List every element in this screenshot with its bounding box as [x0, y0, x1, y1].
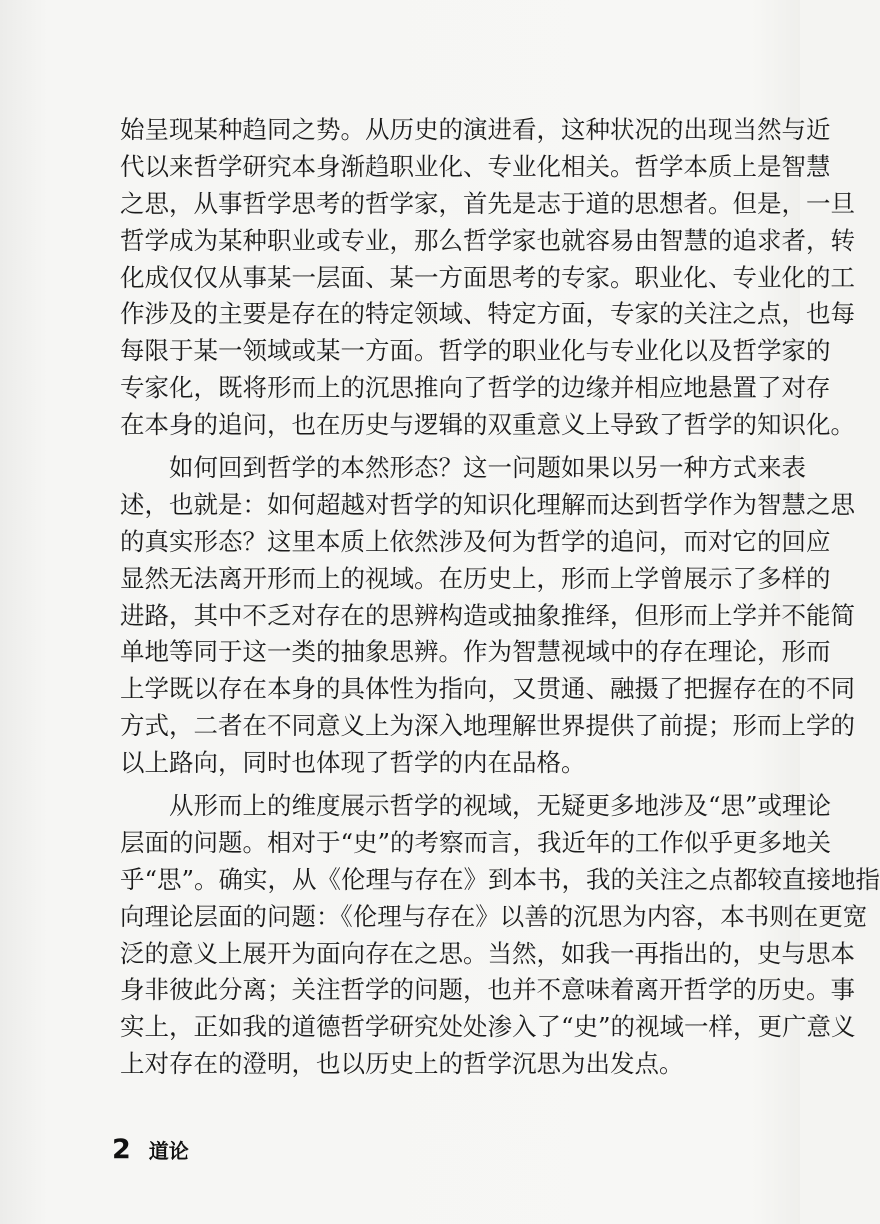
text-line: 上学既以存在本身的具体性为指向，又贯通、融摄了把握存在的不同	[120, 674, 855, 704]
text-line: 上对存在的澄明，也以历史上的哲学沉思为出发点。	[120, 1049, 684, 1079]
paragraph-1	[120, 112, 855, 444]
text-line: 作涉及的主要是存在的特定领域、特定方面，专家的关注之点，也每	[120, 299, 855, 329]
body-text	[120, 112, 880, 1083]
text-line: 单地等同于这一类的抽象思辨。作为智慧视域中的存在理论，形而	[120, 637, 831, 667]
paragraph-2	[120, 450, 855, 782]
text-line: 从形而上的维度展示哲学的视域，无疑更多地涉及“思”或理论	[169, 791, 832, 821]
text-line: 代以来哲学研究本身渐趋职业化、专业化相关。哲学本质上是智慧	[120, 151, 831, 181]
text-line: 实上，正如我的道德哲学研究处处渗入了“史”的视域一样，更广意义	[120, 1012, 856, 1042]
text-line: 进路，其中不乏对存在的思辨构造或抽象推绎，但形而上学并不能简	[120, 600, 855, 630]
text-line: 显然无法离开形而上的视域。在历史上，形而上学曾展示了多样的	[120, 563, 831, 593]
text-line: 哲学成为某种职业或专业，那么哲学家也就容易由智慧的追求者，转	[120, 225, 855, 255]
page-number: 2	[112, 1134, 131, 1165]
text-line: 之思，从事哲学思考的哲学家，首先是志于道的思想者。但是，一旦	[120, 188, 855, 218]
text-line: 的真实形态？这里本质上依然涉及何为哲学的追问，而对它的回应	[120, 526, 831, 556]
text-line: 向理论层面的问题：《伦理与存在》以善的沉思为内容，本书则在更宽	[120, 901, 868, 931]
text-line: 以上路向，同时也体现了哲学的内在品格。	[120, 748, 586, 778]
text-line: 身非彼此分离；关注哲学的问题，也并不意味着离开哲学的历史。事	[120, 975, 855, 1005]
text-line: 化成仅仅从事某一层面、某一方面思考的专家。职业化、专业化的工	[120, 262, 855, 292]
text-line: 述，也就是：如何超越对哲学的知识化理解而达到哲学作为智慧之思	[120, 489, 855, 519]
running-head: 道论	[148, 1139, 189, 1163]
text-line: 乎“思”。确实，从《伦理与存在》到本书，我的关注之点都较直接地指	[120, 864, 880, 894]
paragraph-3	[120, 788, 880, 1083]
text-line: 如何回到哲学的本然形态？这一问题如果以另一种方式来表	[169, 453, 806, 483]
text-line: 每限于某一领域或某一方面。哲学的职业化与专业化以及哲学家的	[120, 336, 831, 366]
text-line: 层面的问题。相对于“史”的考察而言，我近年的工作似乎更多地关	[120, 827, 832, 857]
page-footer	[112, 1134, 189, 1165]
text-line: 始呈现某种趋同之势。从历史的演进看，这种状况的出现当然与近	[120, 115, 831, 144]
text-line: 在本身的追问，也在历史与逻辑的双重意义上导致了哲学的知识化。	[120, 410, 855, 440]
text-line: 泛的意义上展开为面向存在之思。当然，如我一再指出的，史与思本	[120, 938, 855, 968]
text-line: 方式，二者在不同意义上为深入地理解世界提供了前提；形而上学的	[120, 711, 855, 741]
text-line: 专家化，既将形而上的沉思推向了哲学的边缘并相应地悬置了对存	[120, 373, 831, 403]
